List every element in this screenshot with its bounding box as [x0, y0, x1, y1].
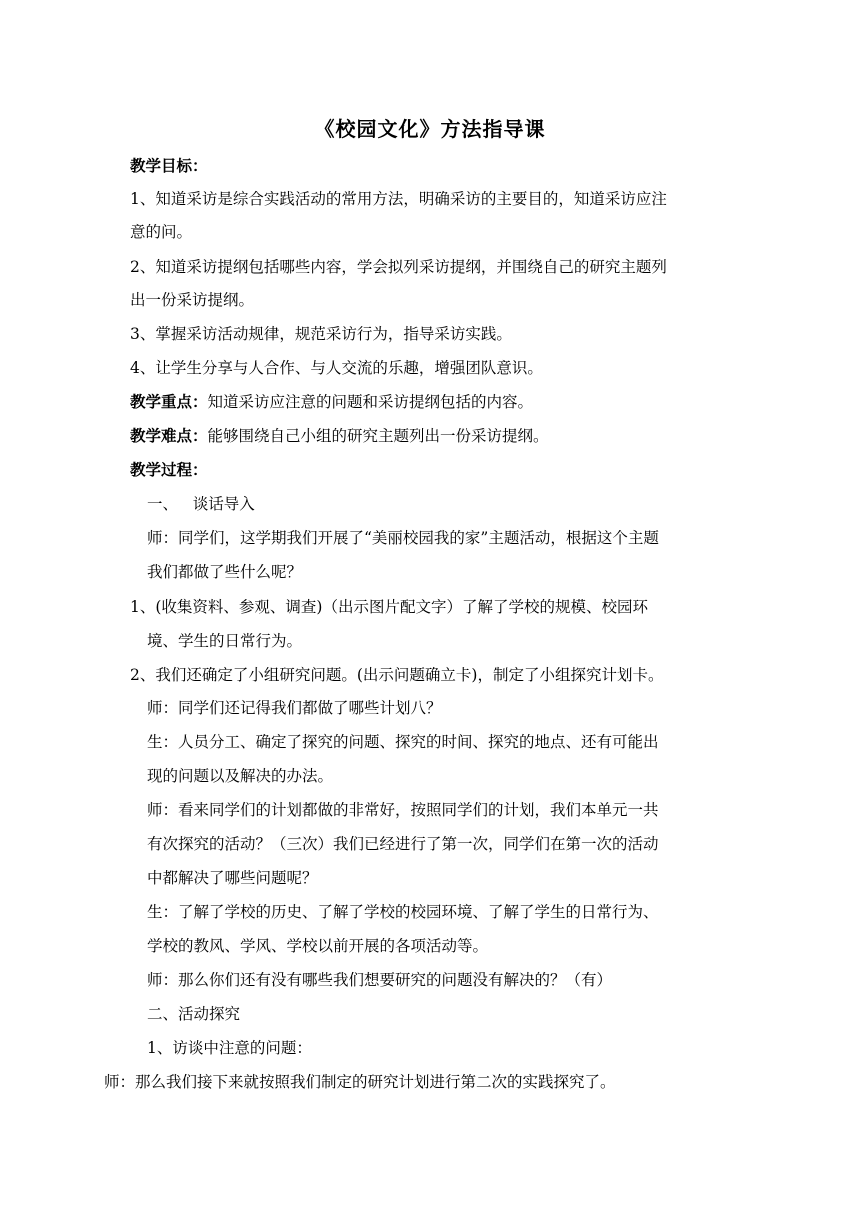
section-1-heading: 一、 谈话导入 — [147, 495, 255, 513]
difficulty-label: 教学难点： — [130, 427, 208, 445]
key-point — [130, 391, 740, 413]
paragraph-9: 师：那么我们接下来就按照我们制定的研究计划进行第二次的实践探究了。 — [104, 1073, 616, 1091]
paragraph-5-line-2: 现的问题以及解决的办法。 — [147, 767, 334, 785]
process-heading: 教学过程： — [130, 461, 208, 479]
paragraph-1-line-1: 师：同学们，这学期我们开展了“美丽校园我的家”主题活动，根据这个主题 — [147, 529, 659, 547]
goal-2-line-2: 出一份采访提纲。 — [130, 291, 255, 309]
paragraph-7-line-1: 生：了解了学校的历史、了解了学校的校园环境、了解了学生的日常行为、 — [147, 903, 659, 921]
paragraph-3: 2、我们还确定了小组研究问题。(出示问题确立卡)，制定了小组探究计划卡。 — [130, 666, 664, 684]
goal-3: 3、掌握采访活动规律，规范采访行为，指导采访实践。 — [130, 325, 512, 343]
section-2-heading: 二、活动探究 — [147, 1005, 241, 1023]
key-point-label: 教学重点： — [130, 393, 208, 411]
key-point-text: 知道采访应注意的问题和采访提纲包括的内容。 — [207, 393, 534, 411]
paragraph-2-line-2: 境、学生的日常行为。 — [147, 632, 303, 650]
paragraph-2-line-1: 1、(收集资料、参观、调查)（出示图片配文字）了解了学校的规模、校园环 — [130, 598, 648, 616]
goals-heading: 教学目标： — [130, 157, 208, 175]
paragraph-7-line-2: 学校的教风、学风、学校以前开展的各项活动等。 — [147, 937, 489, 955]
paragraph-1-line-2: 我们都做了些什么呢？ — [147, 563, 303, 581]
paragraph-4: 师：同学们还记得我们都做了哪些计划八？ — [147, 699, 442, 717]
difficulty-point — [130, 425, 740, 447]
paragraph-5-line-1: 生：人员分工、确定了探究的问题、探究的时间、探究的地点、还有可能出 — [147, 733, 659, 751]
paragraph-6-line-1: 师：看来同学们的计划都做的非常好，按照同学们的计划，我们本单元一共 — [147, 801, 659, 819]
document-title: 《校园文化》方法指导课 — [314, 117, 546, 141]
goal-1-line-2: 意的问。 — [130, 223, 193, 241]
goal-1-line-1: 1、知道采访是综合实践活动的常用方法，明确采访的主要目的，知道采访应注 — [130, 190, 667, 208]
paragraph-6-line-3: 中都解决了哪些问题呢？ — [147, 869, 318, 887]
subsection-1-heading: 1、访谈中注意的问题： — [147, 1039, 312, 1057]
difficulty-text: 能够围绕自己小组的研究主题列出一份采访提纲。 — [207, 427, 549, 445]
paragraph-8: 师：那么你们还有没有哪些我们想要研究的问题没有解决的？（有） — [147, 971, 613, 989]
goal-2-line-1: 2、知道采访提纲包括哪些内容，学会拟列采访提纲，并围绕自己的研究主题列 — [130, 258, 667, 276]
goal-4: 4、让学生分享与人合作、与人交流的乐趣，增强团队意识。 — [130, 359, 543, 377]
paragraph-6-line-2: 有次探究的活动？（三次）我们已经进行了第一次，同学们在第一次的活动 — [147, 835, 659, 853]
